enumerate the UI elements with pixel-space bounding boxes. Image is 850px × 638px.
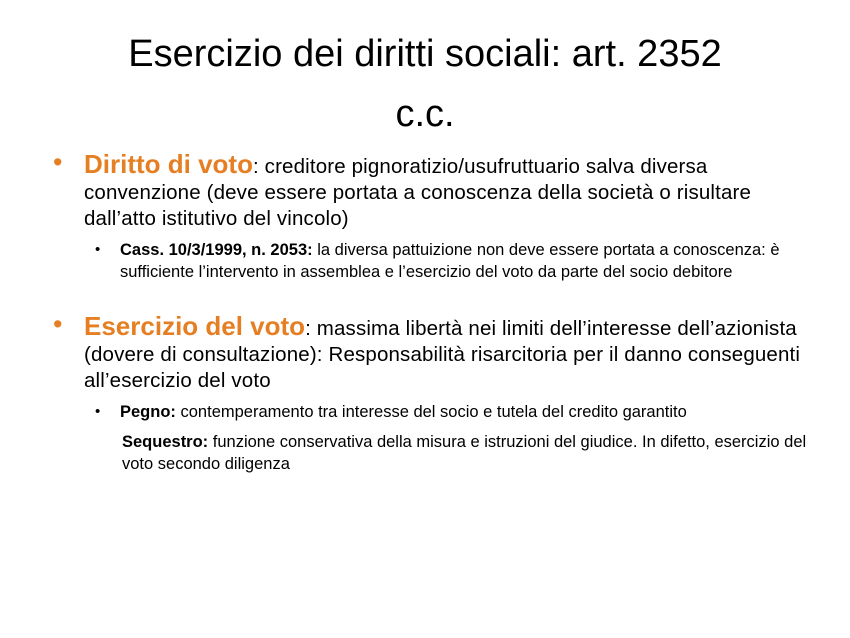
bullet-esercizio-del-voto — [52, 309, 812, 394]
paragraph-sequestro — [52, 431, 812, 475]
label-pegno: Pegno: — [120, 403, 176, 421]
sub-bullet-pegno — [52, 401, 812, 423]
text-pegno: contemperamento tra interesse del socio e tutela del credito garantito — [175, 403, 687, 421]
text-sequestro: funzione conservativa della misura e istruzioni del giudice. In difetto, esercizio del voto secondo diligenza — [122, 433, 807, 473]
label-cassazione: Cass. 10/3/1999, n. 2053: — [120, 241, 313, 259]
label-sequestro: Sequestro: — [122, 433, 209, 451]
sub-bullet-dot-icon: • — [95, 403, 101, 420]
text-cassazione: la diversa pattuizione non deve essere portata a conoscenza: è sufficiente l’intervento in assemblea e l’esercizio del voto da parte del socio debitore — [120, 241, 780, 281]
heading-esercizio-del-voto: Esercizio del voto — [84, 311, 306, 341]
text-diritto-di-voto: : creditore pignoratizio/usufruttuario salva diversa convenzione (deve essere portata a conoscenza della società o risultare dall’atto istitutivo del vincolo) — [84, 155, 752, 230]
slide-title — [60, 24, 790, 144]
heading-diritto-di-voto: Diritto di voto — [84, 149, 253, 179]
title-line-1: Esercizio dei diritti sociali: art. 2352 — [128, 33, 722, 75]
sub-bullet-cassazione — [52, 239, 812, 283]
bullet-dot-icon: • — [53, 147, 63, 177]
title-line-2: c.c. — [395, 93, 455, 135]
bullet-dot-icon: • — [53, 309, 63, 339]
slide-body — [52, 147, 812, 475]
sub-bullet-dot-icon: • — [95, 241, 101, 258]
text-esercizio-del-voto: : massima libertà nei limiti dell’interesse dell’azionista (dovere di consultazione): Responsabilità risarcitoria per il danno conseguenti all’esercizio del voto — [84, 317, 801, 392]
bullet-diritto-di-voto — [52, 147, 812, 232]
